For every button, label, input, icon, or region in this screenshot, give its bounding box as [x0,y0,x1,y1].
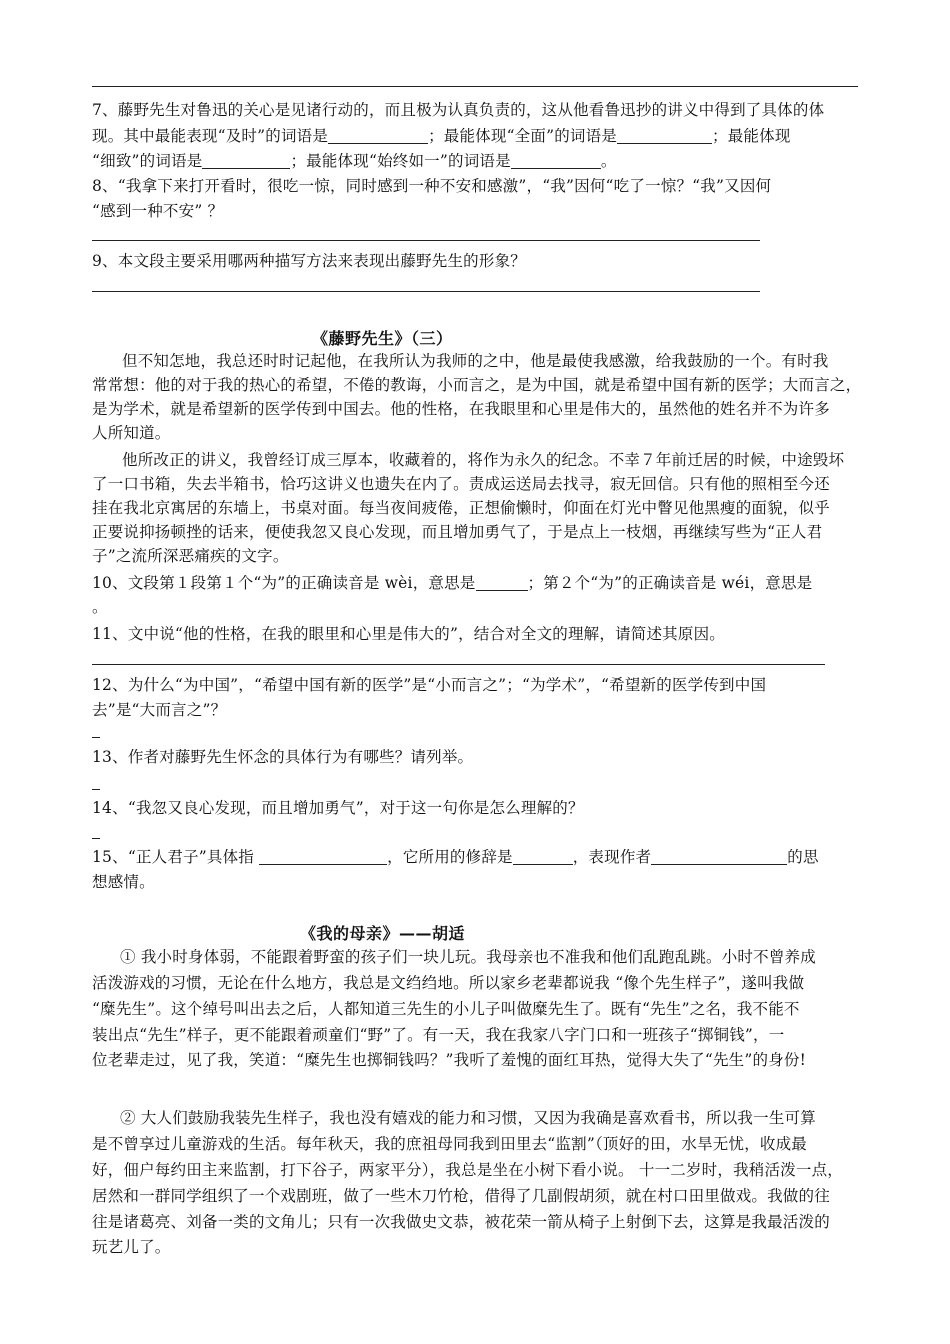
passage-3-paragraph-2-line-3: 好，佃户每约田主来监割，打下谷子，两家平分），我总是坐在小树下看小说。 十一二岁时，我稍活泼一点， [92,1161,843,1179]
passage-paragraph-2-line-5: 子”之流所深恶痛疾的文字。 [92,547,289,565]
q7-text-e: ；最能体现“始终如一”的词语是 [290,152,511,170]
answer-mark-q13[interactable] [92,789,100,790]
question-13: 13、作者对藤野先生怀念的具体行为有哪些？请列举。 [92,748,474,766]
passage-paragraph-1-line-2: 常常想：他的对于我的热心的希望，不倦的教诲，小而言之，是为中国，就是希望中国有新的医学；大而言之， [92,376,862,394]
q7-text-b: ；最能体现“全面”的词语是 [428,127,618,145]
passage-3-paragraph-1-line-3: “糜先生”。这个绰号叫出去之后，人都知道三先生的小儿子叫做糜先生了。既有“先生”之名，我不能不 [92,1000,800,1018]
answer-blank[interactable] [202,152,290,169]
q7-text-d: “细致”的词语是 [92,152,203,170]
q15-text-d: 的思 [787,848,819,866]
answer-blank[interactable] [513,848,573,865]
answer-mark-q14[interactable] [92,838,100,839]
answer-line-q9[interactable] [92,291,760,292]
question-12-line-2: 去”是“大而言之”？ [92,701,227,719]
answer-blank[interactable] [651,848,787,865]
answer-line-q11[interactable] [92,664,825,665]
passage-paragraph-1-line-4: 人所知道。 [92,424,171,442]
passage-3-paragraph-1-line-5: 位老辈走过，见了我，笑道：“糜先生也掷铜钱吗？”我听了羞愧的面红耳热，觉得大失了“先生”的身份! [92,1051,807,1069]
passage-paragraph-2-line-2: 了一口书箱，失去半箱书，恰巧这讲义也遗失在内了。责成运送局去找寻，寂无回信。只有他的照相至今还 [92,475,830,493]
passage-3-paragraph-2-line-6: 玩艺儿了。 [92,1238,171,1256]
passage-paragraph-1-line-3: 是为学术，就是希望新的医学传到中国去。他的性格，在我眼里和心里是伟大的，虽然他的姓名并不为许多 [92,400,830,418]
q7-text-c: ；最能体现 [712,127,791,145]
passage-3-paragraph-2-line-1: ② 大人们鼓励我装先生样子，我也没有嬉戏的能力和习惯，又因为我确是喜欢看书，所以我一生可算 [120,1109,816,1127]
answer-blank[interactable] [328,127,428,144]
q15-text-b: ，它所用的修辞是 [387,848,513,866]
question-10-end: 。 [92,598,108,616]
section-title-my-mother: 《我的母亲》——胡适 [300,924,466,943]
question-7-line-3 [92,150,862,172]
answer-mark-q12[interactable] [92,737,100,738]
q15-text-c: ，表现作者 [572,848,652,866]
question-15-line-2: 想感情。 [92,873,155,891]
passage-3-paragraph-2-line-5: 往是诸葛亮、刘备一类的文角儿；只有一次我做史文恭，被花荣一箭从椅子上射倒下去，这算是我最活泼的 [92,1213,830,1231]
question-12-line-1: 12、为什么“为中国”，“希望中国有新的医学”是“小而言之”；“为学术”，“希望新的医学传到中国 [92,676,767,694]
answer-blank[interactable] [511,152,601,169]
question-10 [92,572,862,594]
answer-blank[interactable] [617,127,712,144]
answer-line-q8[interactable] [92,240,760,241]
question-11: 11、文中说“他的性格，在我的眼里和心里是伟大的”，结合对全文的理解，请简述其原因。 [92,625,725,643]
question-7-line-2 [92,125,862,147]
passage-paragraph-1-line-1: 但不知怎地，我总还时时记起他，在我所认为我师的之中，他是最使我感激，给我鼓励的一个。有时我 [122,352,829,370]
question-8-line-1: 8、“我拿下来打开看时，很吃一惊，同时感到一种不安和感激”，“我”因何“吃了一惊？“我”又因何 [92,177,772,195]
passage-paragraph-2-line-4: 正要说抑扬顿挫的话来，便使我忽又良心发现，而且增加勇气了，于是点上一枝烟，再继续写些为“正人君 [92,523,823,541]
passage-3-paragraph-2-line-2: 是不曾享过儿童游戏的生活。每年秋天，我的庶祖母同我到田里去“监割”（顶好的田，水旱无忧，收成最 [92,1135,808,1153]
question-9: 9、本文段主要采用哪两种描写方法来表现出藤野先生的形象？ [92,252,526,270]
q15-text-a: 15、“正人君子”具体指 [92,848,254,866]
answer-blank[interactable] [476,574,528,591]
question-15-line-1 [92,846,862,868]
section-title-tengye-3: 《藤野先生》（三） [312,329,453,348]
answer-blank[interactable] [259,848,387,865]
question-8-line-2: “感到一种不安” ？ [92,202,224,220]
q7-text-a: 现。其中最能表现“及时”的词语是 [92,127,329,145]
passage-3-paragraph-2-line-4: 居然和一群同学组织了一个戏剧班，做了一些木刀竹枪，借得了几副假胡须，就在村口田里做戏。我做的往 [92,1187,830,1205]
q7-text-f: 。 [600,152,617,170]
q10-text-b: ；第２个“为”的正确读音是 wéi，意思是 [527,574,813,592]
question-14: 14、“我忽又良心发现，而且增加勇气”，对于这一句你是怎么理解的？ [92,799,584,817]
passage-3-paragraph-1-line-2: 活泼游戏的习惯，无论在什么地方，我总是文绉绉地。所以家乡老辈都说我 “像个先生样子”，遂叫我做 [92,974,805,992]
passage-paragraph-2-line-3: 挂在我北京寓居的东墙上，书桌对面。每当夜间疲倦，正想偷懒时，仰面在灯光中瞥见他黑瘦的面貌，似乎 [92,499,830,517]
passage-paragraph-2-line-1: 他所改正的讲义，我曾经订成三厚本，收藏着的，将作为永久的纪念。不幸７年前迁居的时候，中途毁坏 [122,451,845,469]
question-7-line-1: 7、藤野先生对鲁迅的关心是见诸行动的，而且极为认真负责的，这从他看鲁迅抄的讲义中得到了具体的体 [92,101,825,119]
passage-3-paragraph-1-line-1: ① 我小时身体弱，不能跟着野蛮的孩子们一块儿玩。我母亲也不准我和他们乱跑乱跳。小时不曾养成 [120,948,816,966]
passage-3-paragraph-1-line-4: 装出点“先生”样子，更不能跟着顽童们“野”了。有一天，我在我家八字门口和一班孩子“掷铜钱”，一 [92,1026,785,1044]
top-rule [92,86,858,87]
q10-text-a: 10、文段第１段第１个“为”的正确读音是 wèi，意思是 [92,574,476,592]
